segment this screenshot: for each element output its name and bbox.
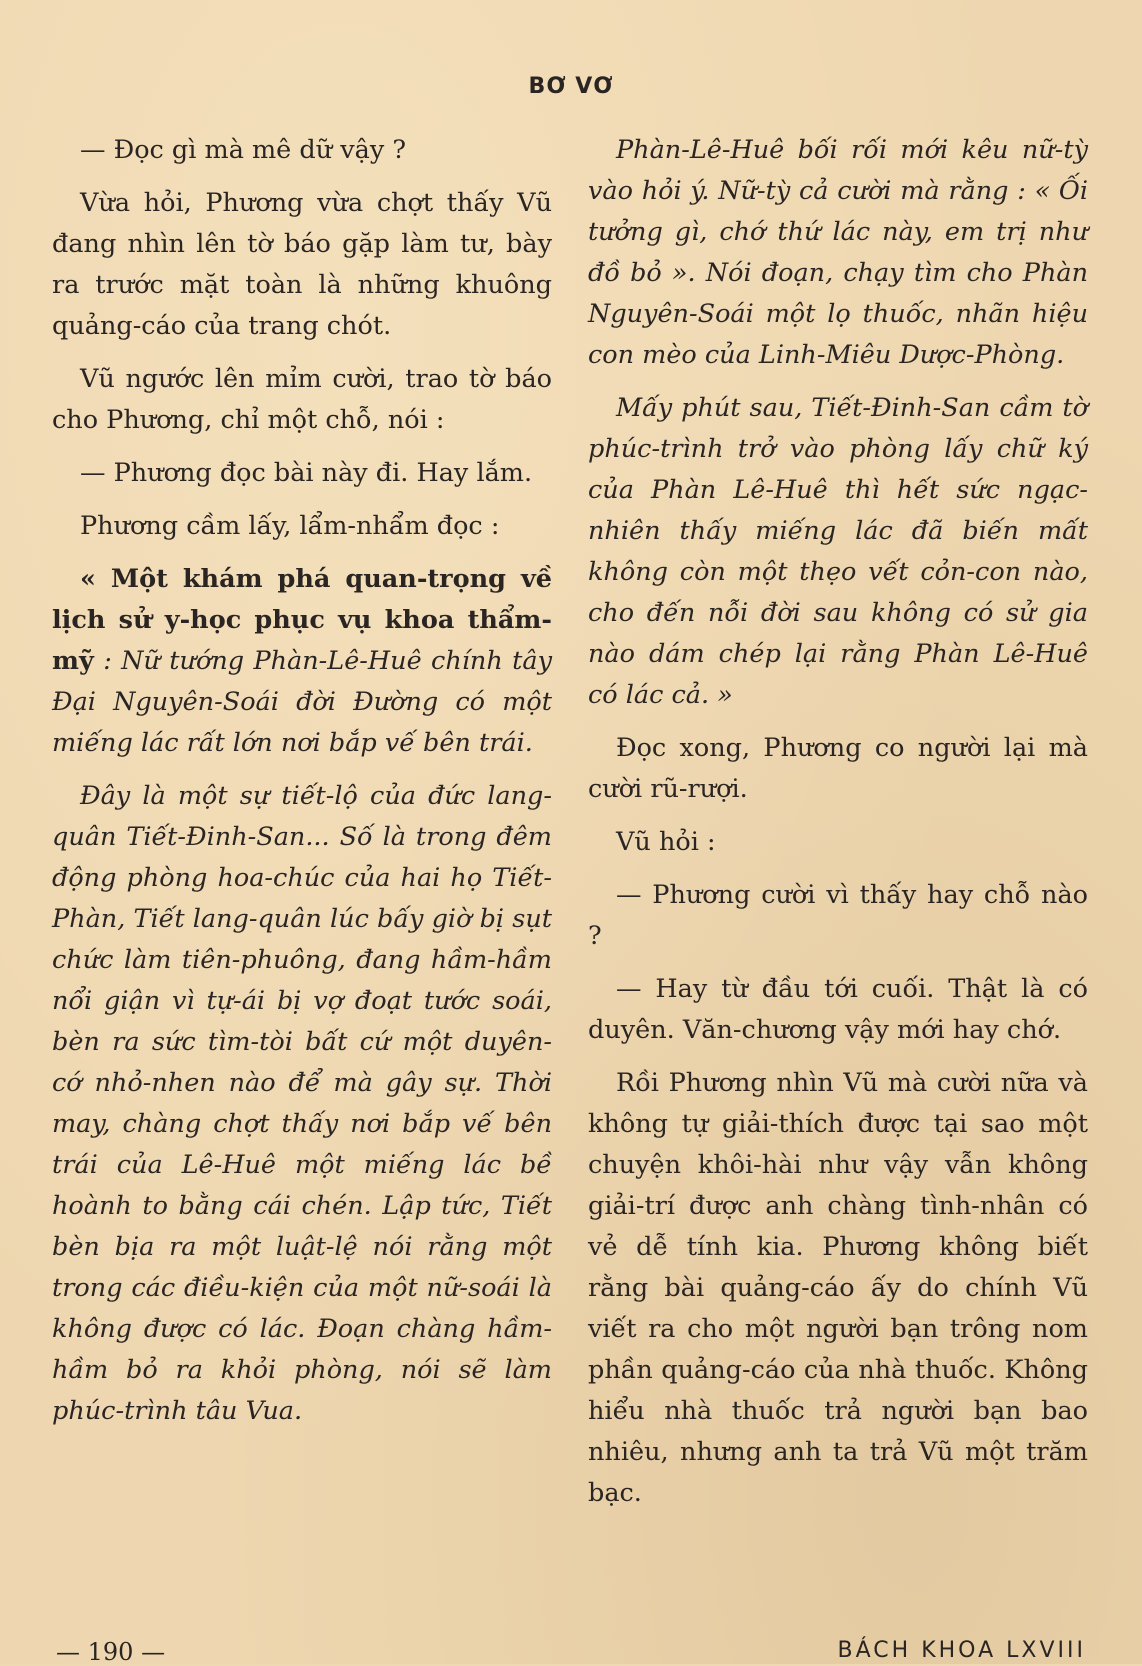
- journal-name: BÁCH KHOA LXVIII: [837, 1638, 1086, 1663]
- paragraph: Vũ ngước lên mỉm cười, trao tờ báo cho Phương, chỉ một chỗ, nói :: [52, 364, 552, 435]
- paragraph: Phương cầm lấy, lẩm-nhẩm đọc :: [80, 511, 500, 541]
- paragraph: Vừa hỏi, Phương vừa chợt thấy Vũ đang nhìn lên tờ báo gặp làm tư, bày ra trước mặt toàn là những khuông quảng-cáo của trang chót.: [52, 188, 552, 341]
- paragraph: Đây là một sự tiết-lộ của đức lang-quân Tiết-Đinh-San... Số là trong đêm động phòng hoa-chúc của hai họ Tiết-Phàn, Tiết lang-quân lúc bấy giờ bị sụt chức làm tiên-phuông, đang hầm-hầm nổi giận vì tự-ái bị vợ đoạt tước soái, bèn ra sức tìm-tòi bất cứ một duyên-cớ nhỏ-nhen nào để mà gây sự. Thời may, chàng chợt thấy nơi bắp vế bên trái của Lê-Huê một miếng lác bề hoành to bằng cái chén. Lập tức, Tiết bèn bịa ra một luật-lệ nói rằng một trong các điều-kiện của một nữ-soái là không được có lác. Đoạn chàng hầm-hầm bỏ ra khỏi phòng, nói sẽ làm phúc-trình tâu Vua.: [52, 781, 552, 1426]
- paragraph: — Đọc gì mà mê dữ vậy ?: [80, 135, 407, 165]
- paragraph: Rồi Phương nhìn Vũ mà cười nữa và không tự giải-thích được tại sao một chuyện khôi-hài như vậy vẫn không giải-trí được anh chàng tình-nhân có vẻ dễ tính kia. Phương không biết rằng bài quảng-cáo ấy do chính Vũ viết ra cho một người bạn trông nom phần quảng-cáo của nhà thuốc. Không hiểu nhà thuốc trả người bạn bao nhiêu, nhưng anh ta trả Vũ một trăm bạc.: [588, 1068, 1088, 1508]
- right-column: [588, 130, 1088, 1526]
- paragraph: Đọc xong, Phương co người lại mà cười rũ-rượi.: [588, 733, 1088, 804]
- ad-headline-paragraph: [52, 559, 552, 764]
- running-head: BƠ VƠ: [528, 74, 614, 99]
- paragraph: — Phương đọc bài này đi. Hay lắm.: [80, 458, 533, 488]
- left-column: [52, 130, 552, 1444]
- ad-headline: « Một khám phá quan-trọng về lịch sử y-học phục vụ khoa thẩm-mỹ: [52, 564, 552, 676]
- paragraph: Phàn-Lê-Huê bối rối mới kêu nữ-tỳ vào hỏi ý. Nữ-tỳ cả cười mà rằng : « Ối tưởng gì, chớ thứ lác này, em trị như đồ bỏ ». Nói đoạn, chạy tìm cho Phàn Nguyên-Soái một lọ thuốc, nhãn hiệu con mèo của Linh-Miêu Dược-Phòng.: [588, 135, 1088, 370]
- ad-headline-continued: : Nữ tướng Phàn-Lê-Huê chính tây Đại Nguyên-Soái đời Đường có một miếng lác rất lớn nơi bắp vế bên trái.: [52, 646, 552, 758]
- paragraph: Mấy phút sau, Tiết-Đinh-San cầm tờ phúc-trình trở vào phòng lấy chữ ký của Phàn Lê-Huê thì hết sức ngạc-nhiên thấy miếng lác đã biến mất không còn một thẹo vết cỏn-con nào, cho đến nỗi đời sau không có sử gia nào dám chép lại rằng Phàn Lê-Huê có lác cả. »: [588, 393, 1088, 710]
- page-number: — 190 —: [56, 1638, 166, 1666]
- paragraph: Vũ hỏi :: [616, 827, 716, 857]
- paragraph: — Hay từ đầu tới cuối. Thật là có duyên. Văn-chương vậy mới hay chớ.: [588, 974, 1088, 1045]
- paragraph: — Phương cười vì thấy hay chỗ nào ?: [588, 880, 1088, 951]
